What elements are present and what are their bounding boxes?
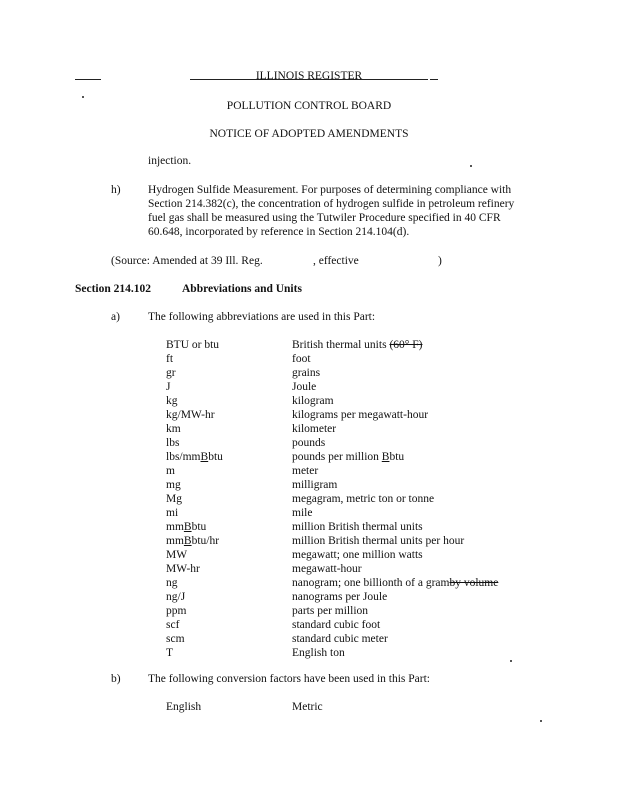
item-b-text: The following conversion factors have been used in this Part:	[148, 673, 430, 685]
abbr-definition: kilometer	[292, 423, 337, 435]
abbr-term: ft	[166, 353, 174, 365]
abbr-term: ng	[166, 577, 178, 589]
abbr-term: mi	[166, 507, 179, 519]
abbr-definition-part: pounds per million	[292, 451, 382, 463]
abbr-term-part: mm	[166, 535, 184, 547]
abbr-row	[0, 563, 618, 577]
abbr-row	[0, 353, 618, 367]
section-number: Section 214.102	[75, 283, 152, 295]
abbr-definition: standard cubic foot	[292, 619, 381, 631]
abbr-definition: standard cubic meter	[292, 633, 388, 645]
abbr-term-part: mm	[166, 521, 184, 533]
abbr-row	[0, 367, 618, 381]
register-title: ILLINOIS REGISTER	[255, 70, 363, 82]
scan-speck	[510, 660, 512, 662]
abbr-term	[166, 451, 223, 465]
abbr-term-inserted: B	[183, 521, 192, 533]
abbr-row	[0, 605, 618, 619]
source-effective: , effective	[313, 255, 359, 267]
abbr-row	[0, 465, 618, 479]
continuation-text: injection.	[148, 155, 192, 167]
item-h-label: h)	[111, 184, 121, 196]
conversion-header-metric: Metric	[292, 701, 323, 713]
abbr-row	[0, 549, 618, 563]
abbr-definition-text: nanogram; one billionth of a gram	[292, 577, 450, 589]
section-title: Abbreviations and Units	[182, 283, 302, 295]
abbr-term: km	[166, 423, 181, 435]
abbr-term	[166, 535, 219, 549]
abbr-definition-part: btu	[389, 451, 405, 463]
abbr-term: J	[166, 381, 171, 393]
abbr-definition-text: British thermal units	[292, 339, 390, 351]
abbr-term: BTU or btu	[166, 339, 220, 351]
abbr-row	[0, 633, 618, 647]
abbr-row	[0, 437, 618, 451]
abbr-term-part: btu	[191, 521, 207, 533]
abbr-term: mg	[166, 479, 181, 491]
board-name: POLLUTION CONTROL BOARD	[226, 100, 392, 112]
abbr-definition: grains	[292, 367, 321, 379]
abbr-definition: million British thermal units	[292, 521, 423, 533]
abbr-row	[0, 647, 618, 661]
source-prefix: (Source: Amended at 39 Ill. Reg.	[111, 255, 263, 267]
abbr-row	[0, 423, 618, 437]
abbr-term: ppm	[166, 605, 187, 617]
conversion-header-english: English	[166, 701, 202, 713]
abbr-term: MW-hr	[166, 563, 200, 575]
abbr-definition	[292, 577, 498, 591]
abbr-definition: kilogram	[292, 395, 334, 407]
item-b-label: b)	[111, 673, 121, 685]
abbr-definition: parts per million	[292, 605, 369, 617]
abbr-definition-struck: by volume	[449, 577, 499, 589]
abbr-term: Mg	[166, 493, 182, 505]
abbr-term	[166, 521, 206, 535]
abbr-term: scf	[166, 619, 180, 631]
abbr-row	[0, 339, 618, 353]
abbr-term-part: btu/hr	[191, 535, 220, 547]
abbr-term: lbs	[166, 437, 180, 449]
abbr-term: kg	[166, 395, 178, 407]
abbr-definition: megagram, metric ton or tonne	[292, 493, 435, 505]
abbr-term-inserted: B	[200, 451, 209, 463]
abbr-term: ng/J	[166, 591, 186, 603]
abbr-row	[0, 521, 618, 535]
abbr-row	[0, 493, 618, 507]
abbr-row	[0, 507, 618, 521]
abbr-term-part: lbs/mm	[166, 451, 201, 463]
abbr-definition: nanograms per Joule	[292, 591, 388, 603]
item-a-text: The following abbreviations are used in this Part:	[148, 311, 376, 323]
abbr-definition: pounds	[292, 437, 326, 449]
abbr-definition: megawatt-hour	[292, 563, 362, 575]
abbr-row	[0, 381, 618, 395]
abbr-row	[0, 535, 618, 549]
abbr-definition	[292, 451, 404, 465]
abbr-term: scm	[166, 633, 185, 645]
scan-speck	[82, 96, 84, 98]
abbr-definition: kilograms per megawatt-hour	[292, 409, 429, 421]
abbr-definition	[292, 339, 422, 353]
item-h-line-2: Section 214.382(c), the concentration of hydrogen sulfide in petroleum refinery	[148, 198, 515, 210]
abbr-term: gr	[166, 367, 176, 379]
abbr-definition: megawatt; one million watts	[292, 549, 423, 561]
abbr-row	[0, 451, 618, 465]
source-close: )	[438, 255, 442, 267]
abbr-term: T	[166, 647, 174, 659]
abbr-row	[0, 409, 618, 423]
abbr-row	[0, 591, 618, 605]
abbr-definition-struck: (60° F)	[389, 339, 423, 351]
item-h-line-1: Hydrogen Sulfide Measurement. For purposes of determining compliance with	[148, 184, 512, 196]
abbr-term-part: btu	[208, 451, 223, 463]
abbr-row	[0, 577, 618, 591]
scan-speck	[470, 165, 472, 167]
abbr-definition-inserted: B	[381, 451, 390, 463]
abbr-definition: mile	[292, 507, 313, 519]
abbr-definition: English ton	[292, 647, 345, 659]
abbr-definition: million British thermal units per hour	[292, 535, 465, 547]
abbr-term: MW	[166, 549, 188, 561]
scan-speck	[540, 720, 542, 722]
item-a-label: a)	[111, 311, 120, 323]
abbr-definition: foot	[292, 353, 311, 365]
item-h-line-4: 60.648, incorporated by reference in Section 214.104(d).	[148, 226, 410, 238]
abbr-row	[0, 619, 618, 633]
abbr-row	[0, 395, 618, 409]
abbr-definition: meter	[292, 465, 319, 477]
abbr-term: kg/MW-hr	[166, 409, 215, 421]
notice-title: NOTICE OF ADOPTED AMENDMENTS	[209, 128, 409, 140]
item-h-line-3: fuel gas shall be measured using the Tutwiler Procedure specified in 40 CFR	[148, 212, 501, 224]
abbr-row	[0, 479, 618, 493]
abbr-definition: milligram	[292, 479, 338, 491]
abbr-term: m	[166, 465, 175, 477]
abbr-definition: Joule	[292, 381, 317, 393]
abbr-term-inserted: B	[183, 535, 192, 547]
